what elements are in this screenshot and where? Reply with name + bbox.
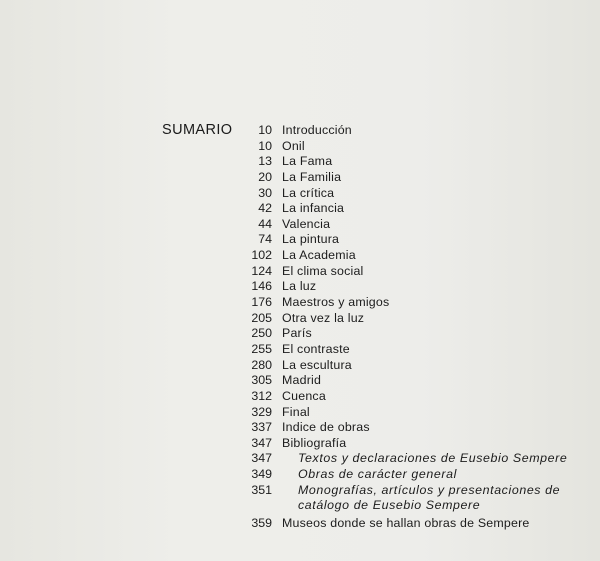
page-number: 347 [251, 435, 272, 450]
table-of-contents [240, 123, 580, 531]
chapter-title: Maestros y amigos [282, 295, 390, 310]
page-number: 10 [258, 123, 272, 137]
chapter-title: Museos donde se hallan obras de Sempere [282, 515, 530, 530]
toc-entry-el-clima-social [240, 264, 580, 280]
page-number: 102 [251, 248, 272, 263]
chapter-title: Indice de obras [282, 420, 370, 435]
subsection-title-continued: catálogo de Eusebio Sempere [298, 498, 481, 513]
page-number: 305 [251, 373, 272, 388]
page-number: 44 [258, 216, 272, 231]
subsection-title: Textos y declaraciones de Eusebio Sempere [298, 451, 568, 466]
page-number: 351 [251, 482, 272, 497]
chapter-title: La Academia [282, 248, 356, 263]
toc-subentry-textos [240, 451, 580, 467]
toc-entry-la-luz [240, 279, 580, 295]
toc-entry-la-infancia [240, 201, 580, 217]
chapter-title: Madrid [282, 373, 322, 388]
page-number: 146 [251, 279, 272, 294]
page-number: 250 [251, 326, 272, 341]
chapter-title: La infancia [282, 201, 345, 216]
chapter-title: El contraste [282, 341, 350, 356]
subsection-title: Obras de carácter general [298, 467, 457, 482]
toc-entry-bibliografia [240, 436, 580, 452]
chapter-title: Valencia [282, 216, 331, 231]
chapter-title: La pintura [282, 232, 340, 247]
toc-entry-la-escultura [240, 358, 580, 374]
toc-entry-paris [240, 326, 580, 342]
chapter-title: La crítica [282, 185, 335, 200]
chapter-title: Final [282, 404, 310, 419]
chapter-title: Cuenca [282, 388, 326, 403]
page-number: 20 [258, 169, 272, 184]
chapter-title: Onil [282, 138, 305, 153]
toc-entry-indice-de-obras [240, 420, 580, 436]
toc-entry-la-familia [240, 170, 580, 186]
page-number: 359 [251, 515, 272, 530]
chapter-title: La escultura [282, 357, 352, 372]
chapter-title: La Fama [282, 154, 333, 169]
chapter-title: La luz [282, 279, 317, 294]
toc-entry-madrid [240, 373, 580, 389]
page-number: 10 [258, 138, 272, 153]
page-number: 205 [251, 310, 272, 325]
page-number: 349 [251, 467, 272, 482]
toc-entry-valencia [240, 217, 580, 233]
toc-entry-otra-vez-la-luz [240, 311, 580, 327]
toc-entry-onil [240, 139, 580, 155]
page-number: 337 [251, 420, 272, 435]
page-number: 124 [251, 263, 272, 278]
page-number: 13 [258, 154, 272, 169]
toc-entry-final [240, 405, 580, 421]
page-number: 176 [251, 295, 272, 310]
toc-entry-introduccion [240, 123, 580, 139]
page-number: 74 [258, 232, 272, 247]
chapter-title: El clima social [282, 263, 364, 278]
toc-subentry-obras-generales [240, 467, 580, 483]
subsection-title: Monografías, artículos y presentaciones de [298, 482, 561, 497]
toc-entry-la-critica [240, 186, 580, 202]
toc-entry-la-academia [240, 248, 580, 264]
chapter-title: París [282, 326, 312, 341]
toc-subentry-monografias [240, 483, 580, 514]
toc-entry-la-pintura [240, 232, 580, 248]
chapter-title: Introducción [282, 123, 352, 137]
page-number: 347 [251, 451, 272, 466]
toc-entry-museos [240, 516, 580, 532]
toc-entry-maestros-y-amigos [240, 295, 580, 311]
page-number: 312 [251, 388, 272, 403]
page-number: 255 [251, 341, 272, 356]
page-number: 30 [258, 185, 272, 200]
page-number: 280 [251, 357, 272, 372]
chapter-title: Bibliografía [282, 435, 347, 450]
toc-entry-el-contraste [240, 342, 580, 358]
page-number: 329 [251, 404, 272, 419]
page-number: 42 [258, 201, 272, 216]
contents-heading: SUMARIO [162, 122, 233, 138]
toc-entry-cuenca [240, 389, 580, 405]
chapter-title: Otra vez la luz [282, 310, 365, 325]
toc-entry-la-fama [240, 154, 580, 170]
chapter-title: La Familia [282, 169, 342, 184]
